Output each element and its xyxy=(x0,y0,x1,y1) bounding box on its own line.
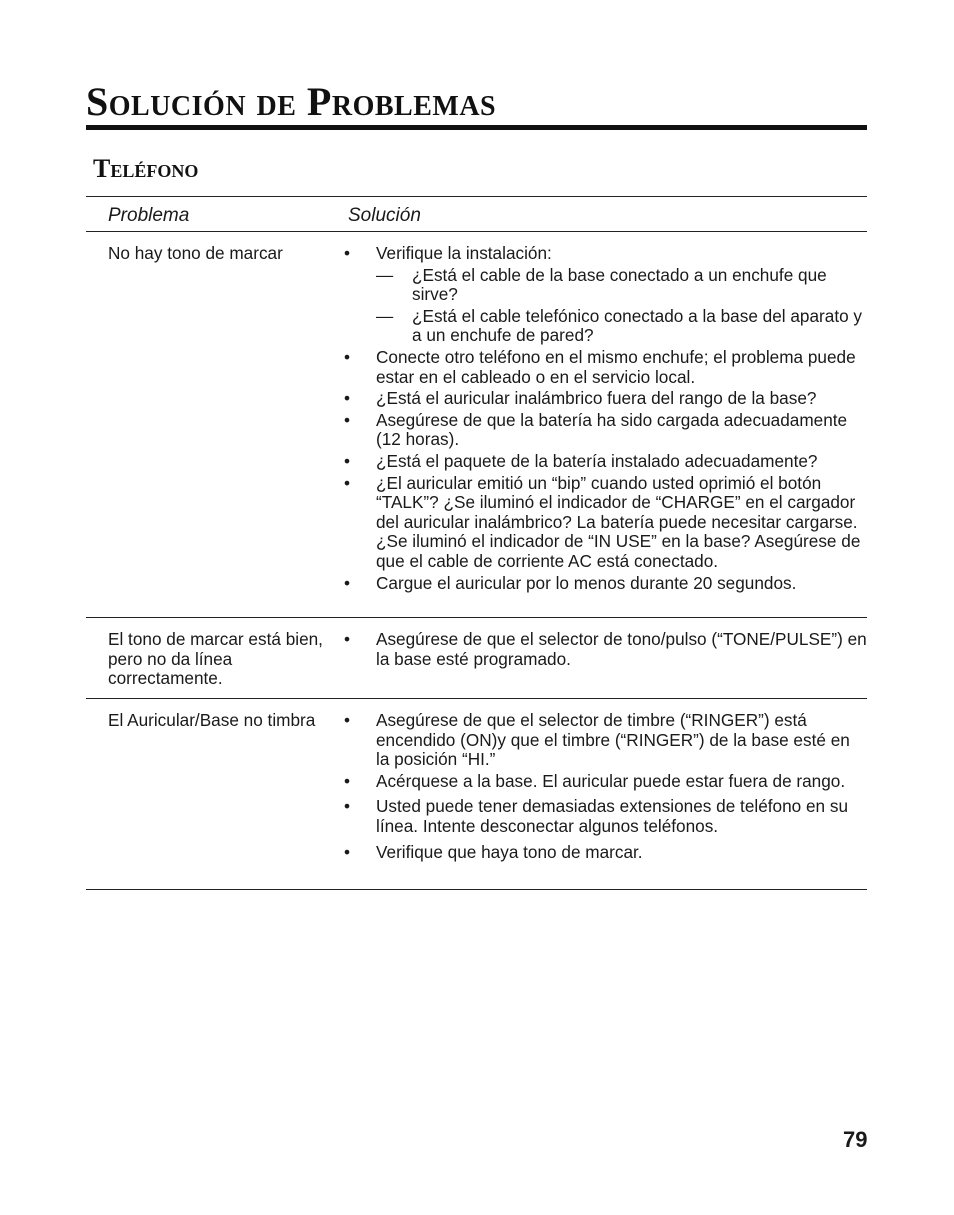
solution-text: ¿Está el auricular inalámbrico fuera del rango de la base? xyxy=(376,388,817,409)
dash-icon: — xyxy=(376,305,394,326)
solution-subtext: ¿Está el cable de la base conectado a un enchufe que sirve? xyxy=(412,264,827,305)
solution-cell xyxy=(342,630,867,671)
bullet-icon: • xyxy=(344,450,351,471)
solution-text: ¿El auricular emitió un “bip” cuando usted oprimió el botón “TALK”? ¿Se iluminó el indicador de “CHARGE” en el cargador del auricular inalámbrico? La batería puede necesitar cargarse. ¿Se iluminó el indicador de “IN USE” en la base? Asegúrese de que el cable de corriente AC está conectado. xyxy=(376,472,861,571)
solution-text: ¿Está el paquete de la batería instalado adecuadamente? xyxy=(376,450,818,471)
page-title: Solución de Problemas xyxy=(86,79,497,124)
solution-item xyxy=(342,474,867,572)
problem-cell: No hay tono de marcar xyxy=(108,243,283,263)
solution-item xyxy=(342,797,867,836)
solution-text: Asegúrese de que el selector de timbre (“RINGER”) está encendido (ON)y que el timbre (“RINGER”) de la base esté en la posición “HI.” xyxy=(376,710,850,770)
solution-cell xyxy=(342,711,867,864)
problem-cell: El tono de marcar está bien, pero no da línea correctamente. xyxy=(108,629,323,689)
solution-item xyxy=(342,452,867,472)
solution-text: Acérquese a la base. El auricular puede estar fuera de rango. xyxy=(376,770,846,791)
solution-item xyxy=(342,389,867,409)
solution-text: Usted puede tener demasiadas extensiones de teléfono en su línea. Intente desconectar algunos teléfonos. xyxy=(376,796,849,836)
bullet-icon: • xyxy=(344,388,351,409)
section-heading: Teléfono xyxy=(93,154,199,183)
bullet-icon: • xyxy=(344,710,351,730)
page-number: 79 xyxy=(843,1127,868,1152)
problem-cell: El Auricular/Base no timbra xyxy=(108,710,316,730)
solution-text: Verifique la instalación: xyxy=(376,243,552,263)
dash-icon: — xyxy=(376,264,394,285)
solution-text: Verifique que haya tono de marcar. xyxy=(376,841,643,862)
bullet-icon: • xyxy=(344,841,351,862)
table-row xyxy=(86,699,867,890)
header-solution: Solución xyxy=(348,205,421,226)
solution-text: Cargue el auricular por lo menos durante 20 segundos. xyxy=(376,572,797,593)
solution-item xyxy=(342,843,867,863)
bullet-icon: • xyxy=(344,629,351,649)
solution-text: Conecte otro teléfono en el mismo enchufe; el problema puede estar en el cableado o en el servicio local. xyxy=(376,346,856,387)
solution-item xyxy=(342,348,867,387)
bullet-icon: • xyxy=(344,409,351,430)
solution-cell xyxy=(342,244,867,595)
solution-item xyxy=(342,711,867,770)
table-row xyxy=(86,618,867,699)
bullet-icon: • xyxy=(344,346,351,367)
bullet-icon: • xyxy=(344,572,351,593)
troubleshooting-table xyxy=(86,196,867,890)
bullet-icon: • xyxy=(344,472,351,493)
solution-item xyxy=(342,772,867,792)
bullet-icon: • xyxy=(344,770,351,791)
bullet-icon: • xyxy=(344,796,351,817)
solution-item xyxy=(342,244,867,264)
solution-text: Asegúrese de que el selector de tono/pulso (“TONE/PULSE”) en la base esté programado. xyxy=(376,629,867,669)
solution-subitem xyxy=(342,266,867,305)
solution-subtext: ¿Está el cable telefónico conectado a la base del aparato y a un enchufe de pared? xyxy=(412,305,863,346)
solution-subitem xyxy=(342,307,867,346)
bullet-icon: • xyxy=(344,243,351,263)
table-header xyxy=(86,197,867,232)
title-rule xyxy=(86,125,867,130)
header-problem: Problema xyxy=(108,205,190,226)
solution-text: Asegúrese de que la batería ha sido cargada adecuadamente (12 horas). xyxy=(376,409,848,450)
solution-item xyxy=(342,630,867,669)
table-row xyxy=(86,232,867,618)
solution-item xyxy=(342,574,867,594)
solution-item xyxy=(342,411,867,450)
